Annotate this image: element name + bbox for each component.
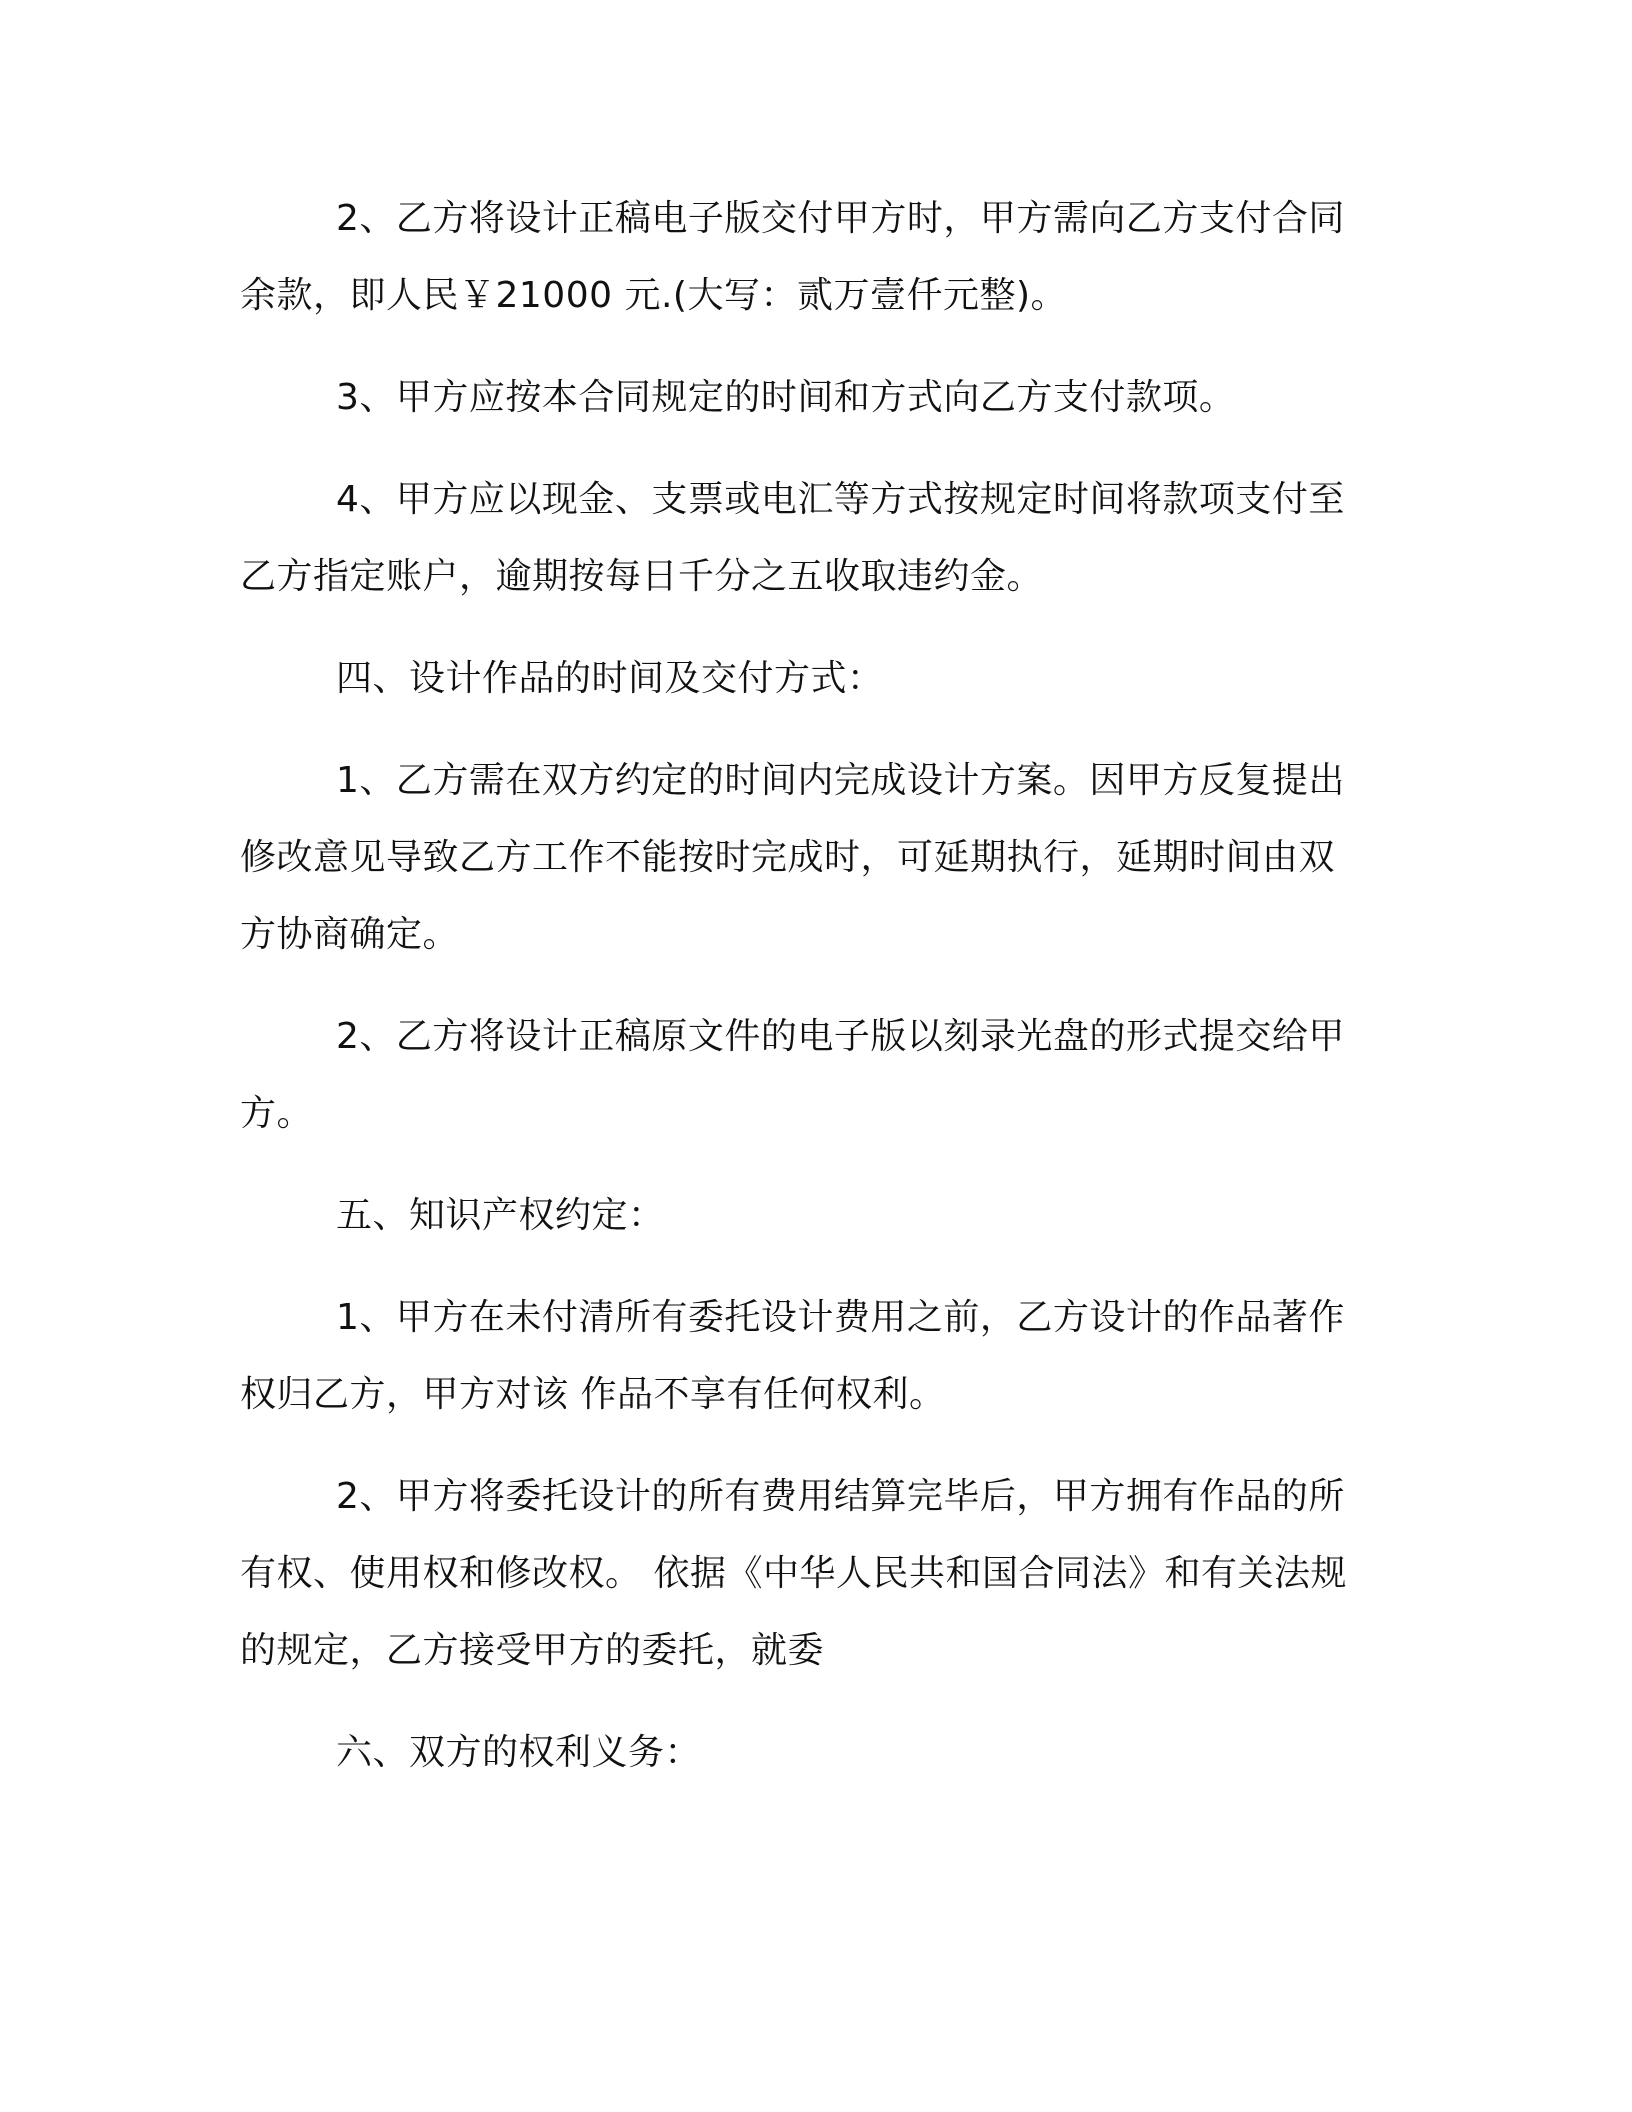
clause-5-2-ownership-after-payment [240,1458,1370,1689]
heading-text: 五、知识产权约定： [336,1195,665,1236]
text-line: 方协商确定。 [240,914,460,955]
clause-4-2-delivery-format [240,998,1370,1152]
clause-5-1-copyright-before-payment [240,1279,1370,1433]
text-line: 有权、使用权和修改权。 依据《中华人民共和国合同法》和有关法规 [240,1553,1347,1594]
clause-4-1-completion-time [240,742,1370,973]
text-line: 方。 [240,1093,314,1134]
text-line: 修改意见导致乙方工作不能按时完成时，可延期执行，延期时间由双 [240,837,1336,878]
text-line: 权归乙方，甲方对该 作品不享有任何权利。 [240,1374,946,1415]
text-line: 乙方指定账户，逾期按每日千分之五收取违约金。 [240,556,1044,597]
heading-text: 四、设计作品的时间及交付方式： [336,658,884,699]
section-heading-4 [240,640,1370,717]
text-line: 1、甲方在未付清所有委托设计费用之前，乙方设计的作品著作 [336,1297,1345,1338]
text-line: 1、乙方需在双方约定的时间内完成设计方案。因甲方反复提出 [336,760,1345,801]
text-line: 余款，即人民￥21000 元.(大写：贰万壹仟元整)。 [240,275,1067,316]
text-line: 2、乙方将设计正稿原文件的电子版以刻录光盘的形式提交给甲 [336,1016,1345,1057]
text-line: 2、乙方将设计正稿电子版交付甲方时，甲方需向乙方支付合同 [336,198,1345,239]
heading-text: 六、双方的权利义务： [336,1732,702,1773]
text-line: 4、甲方应以现金、支票或电汇等方式按规定时间将款项支付至 [336,479,1345,520]
text-line: 3、甲方应按本合同规定的时间和方式向乙方支付款项。 [336,377,1236,418]
document-page [240,180,1370,1816]
text-line: 的规定，乙方接受甲方的委托，就委 [240,1630,825,1671]
clause-3-3-payment-method [240,359,1370,436]
clause-3-4-payment-account [240,461,1370,615]
clause-3-2-payment-balance [240,180,1370,334]
section-heading-5 [240,1177,1370,1254]
text-line: 2、甲方将委托设计的所有费用结算完毕后，甲方拥有作品的所 [336,1476,1345,1517]
section-heading-6 [240,1714,1370,1791]
